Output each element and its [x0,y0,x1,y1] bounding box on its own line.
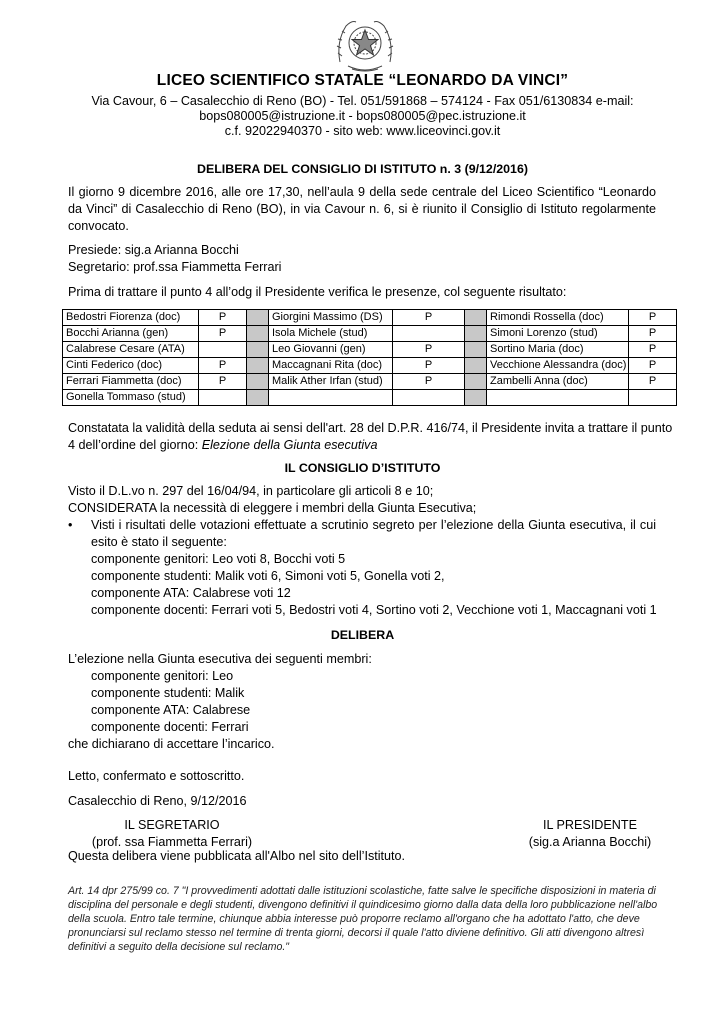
constatata-line-1: Constatata la validità della seduta ai sensi dell'art. 28 del D.P.R. 416/74, il Presidente invita a trattare il punto [68,421,673,435]
column-separator [465,326,487,342]
member-name: Sortino Maria (doc) [487,342,629,358]
elected-line: componente docenti: Ferrari [91,720,249,734]
presence-mark: P [199,326,247,342]
column-separator [247,310,269,326]
presence-mark: P [199,374,247,390]
attendance-row [63,310,677,326]
presence-mark [629,390,677,406]
attendance-row [63,342,677,358]
presence-mark: P [629,358,677,374]
document-title: DELIBERA DEL CONSIGLIO DI ISTITUTO n. 3 (9/12/2016) [197,162,528,176]
considerata-line: CONSIDERATA la necessità di eleggere i membri della Giunta Esecutiva; [68,501,477,515]
school-address: Via Cavour, 6 – Casalecchio di Reno (BO) - Tel. 051/591868 – 574124 - Fax 051/6130834 e-mail: [91,94,634,108]
school-name: LICEO SCIENTIFICO STATALE “LEONARDO DA VINCI” [156,72,569,89]
member-name [487,390,629,406]
presence-mark: P [393,358,465,374]
vote-line: componente studenti: Malik voti 6, Simoni voti 5, Gonella voti 2, [91,569,445,583]
accept-line: che dichiarano di accettare l’incarico. [68,737,275,751]
attendance-row [63,390,677,406]
column-separator [465,358,487,374]
column-separator [465,342,487,358]
column-separator [247,326,269,342]
elected-line: componente genitori: Leo [91,669,234,683]
member-name: Zambelli Anna (doc) [487,374,629,390]
presence-mark [199,342,247,358]
consiglio-heading: IL CONSIGLIO D’ISTITUTO [284,461,441,475]
presence-mark: P [629,342,677,358]
member-name: Giorgini Massimo (DS) [269,310,393,326]
presence-mark: P [629,310,677,326]
school-emails: bops080005@istruzione.it - bops080005@pec.istruzione.it [199,109,526,123]
presiede-line: Presiede: sig.a Arianna Bocchi [68,243,239,257]
place-date: Casalecchio di Reno, 9/12/2016 [68,794,247,808]
visto-line: Visto il D.L.vo n. 297 del 16/04/94, in particolare gli articoli 8 e 10; [68,484,434,498]
presence-mark: P [393,310,465,326]
member-name: Leo Giovanni (gen) [269,342,393,358]
agenda-topic: Elezione della Giunta esecutiva [201,438,378,452]
president-signature-block [505,817,675,851]
intro-paragraph: Il giorno 9 dicembre 2016, alle ore 17,30, nell’aula 9 della sede centrale del Liceo Scientifico “Leonardo da Vinci” di Casalecchio di Reno (BO), in via Cavour n. 6, si è riunito il Consiglio di Istituto regolarmente convocato. [68,185,656,233]
presence-mark: P [199,310,247,326]
presence-mark [199,390,247,406]
vote-line: componente ATA: Calabrese voti 12 [91,586,291,600]
member-name: Cinti Federico (doc) [63,358,199,374]
delibera-heading: DELIBERA [330,628,395,642]
presence-mark: P [393,342,465,358]
member-name: Vecchione Alessandra (doc) [487,358,629,374]
secretary-role: IL SEGRETARIO [124,818,220,832]
member-name: Simoni Lorenzo (stud) [487,326,629,342]
presence-mark: P [393,374,465,390]
constatata-line-2: 4 dell’ordine del giorno: Elezione della Giunta esecutiva [68,438,378,452]
member-name: Gonella Tommaso (stud) [63,390,199,406]
school-fiscal-code-website: c.f. 92022940370 - sito web: www.liceovinci.gov.it [224,124,501,138]
presence-mark: P [199,358,247,374]
column-separator [247,342,269,358]
president-role: IL PRESIDENTE [542,818,637,832]
bullet-text: Visti i risultati delle votazioni effettuate a scrutinio segreto per l’elezione della Giunta esecutiva, il cui esito è stato il seguente: [91,518,656,549]
member-name: Maccagnani Rita (doc) [269,358,393,374]
attendance-row [63,358,677,374]
column-separator [465,374,487,390]
attendance-table [62,309,677,406]
presence-mark [393,326,465,342]
member-name: Ferrari Fiammetta (doc) [63,374,199,390]
legal-footnote: Art. 14 dpr 275/99 co. 7 "I provvedimenti adottati dalle istituzioni scolastiche, fatte salve le specifiche disposizioni in materia di disciplina del personale e degli studenti, divengono definitivi il quindicesimo giorno dalla data della loro pubblicazione nell'albo della scuola. Entro tale termine, chiunque abbia interesse può proporre reclamo all'organo che ha adottato l'atto, che deve pronunciarsi sul reclamo stesso nel termine di trenta giorni, decorsi il quale l'atto diviene definitivo. Gli atti divengono altresì definitivi a seguito della decisione sul reclamo." [68,885,658,953]
presence-mark [393,390,465,406]
prima-line: Prima di trattare il punto 4 all’odg il Presidente verifica le presenze, col seguente risultato: [68,285,567,299]
vote-line: componente docenti: Ferrari voti 5, Bedostri voti 4, Sortino voti 2, Vecchione voti 1, Maccagnani voti 1 [91,603,657,617]
member-name: Bocchi Arianna (gen) [63,326,199,342]
elected-line: componente ATA: Calabrese [91,703,251,717]
segretario-line: Segretario: prof.ssa Fiammetta Ferrari [68,260,282,274]
column-separator [465,310,487,326]
presence-mark: P [629,326,677,342]
bullet-symbol: • [68,518,73,532]
member-name: Malik Ather Irfan (stud) [269,374,393,390]
letto-line: Letto, confermato e sottoscritto. [68,769,245,783]
publication-note: Questa delibera viene pubblicata all'Albo nel sito dell’Istituto. [68,849,406,863]
attendance-row [63,374,677,390]
column-separator [247,374,269,390]
column-separator [465,390,487,406]
republic-emblem-icon [334,12,396,76]
secretary-name: (prof. ssa Fiammetta Ferrari) [91,835,253,849]
member-name: Rimondi Rossella (doc) [487,310,629,326]
member-name: Bedostri Fiorenza (doc) [63,310,199,326]
column-separator [247,390,269,406]
member-name: Calabrese Cesare (ATA) [63,342,199,358]
member-name [269,390,393,406]
secretary-signature-block [82,817,262,851]
member-name: Isola Michele (stud) [269,326,393,342]
elezione-intro: L’elezione nella Giunta esecutiva dei seguenti membri: [68,652,372,666]
column-separator [247,358,269,374]
presence-mark: P [629,374,677,390]
elected-line: componente studenti: Malik [91,686,245,700]
attendance-row [63,326,677,342]
vote-line: componente genitori: Leo voti 8, Bocchi voti 5 [91,552,346,566]
president-name: (sig.a Arianna Bocchi) [528,835,652,849]
